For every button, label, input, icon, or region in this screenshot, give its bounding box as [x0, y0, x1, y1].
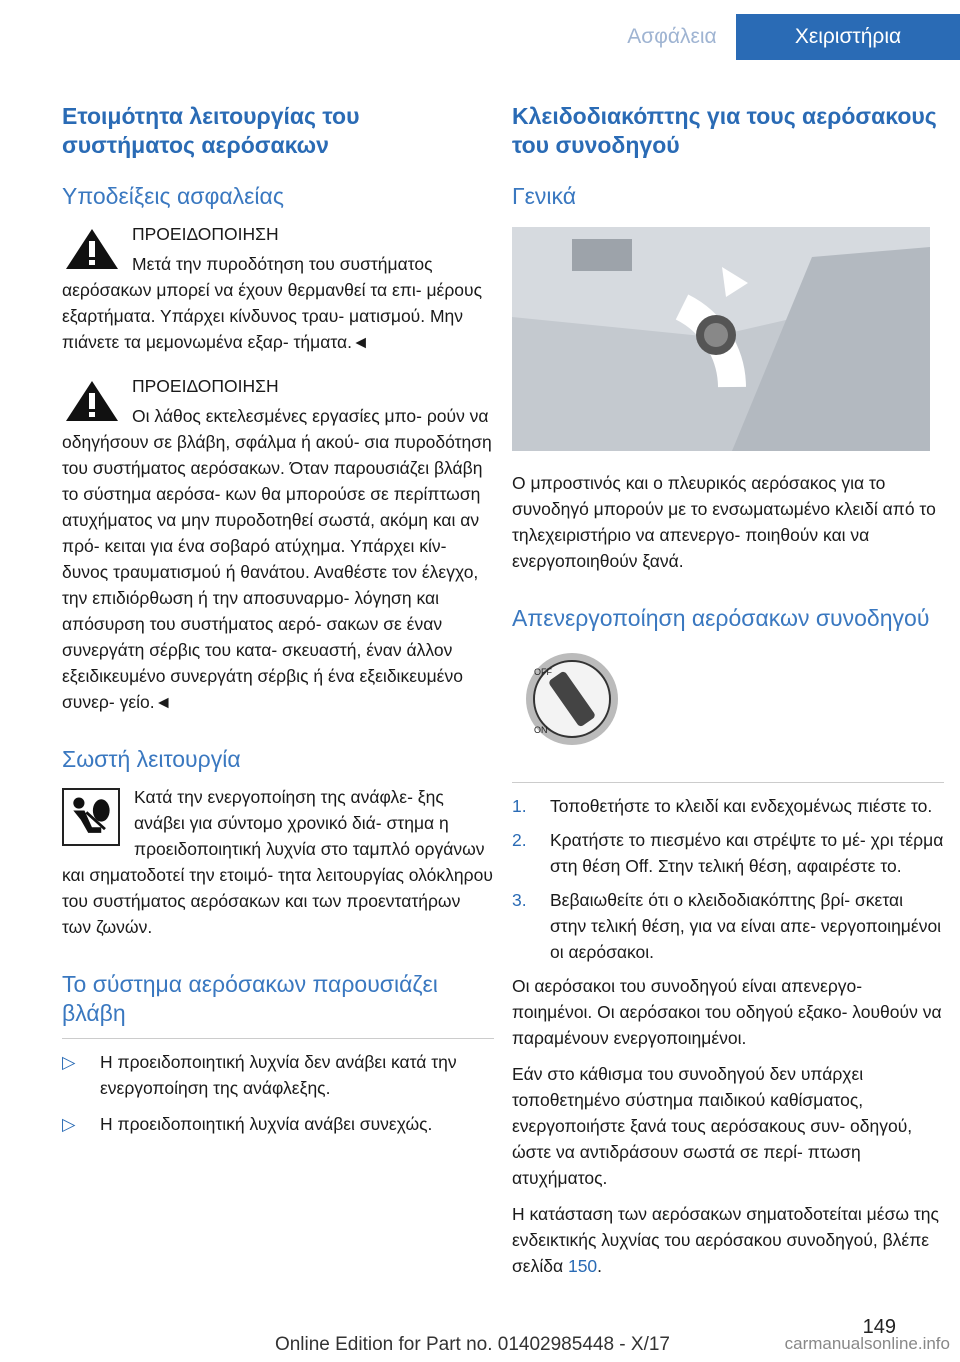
warning-block-2 [62, 373, 494, 715]
header-tab-safety[interactable]: Ασφάλεια [627, 25, 717, 48]
page-link[interactable]: 150 [567, 1256, 598, 1276]
left-column [62, 102, 494, 1147]
list-item: 2. Κρατήστε το πιεσμένο και στρέψτε το μέ- χρι τέρμα στη θέση Off. Στην τελική θέση, αφαιρέστε το. [512, 830, 944, 876]
warning-1-title: ΠΡΟΕΙΔΟΠΟΙΗΣΗ [132, 224, 279, 244]
warning-2-text: Οι λάθος εκτελεσμένες εργασίες μπο- ρούν να οδηγήσουν σε βλάβη, σφάλμα ή ακού- σια πυροδότηση του συστήματος αερόσακων. Όταν παρουσιάζει βλάβη το σύστημα αερόσα- κων θα μπορούσε σε περίπτωση ατυχήματος να μην πυροδοτηθεί σωστά, ακόμη και αν πρό- κειται για ένα σοβαρό ατύχημα. Υπάρχει κίν- δυνος τραυματισμού ή θανάτου. Αναθέστε τον έλεγχο, την επιδιόρθωση ή την αποσυναρμο- λόγηση και απόσυρση του συστήματος αερό- σακων σε έναν συνεργάτη σέρβις του κατα- σκευαστή, έναν άλλον εξειδικευμένο συνεργάτη σέρβις ή ένα εξειδικευμένο συνερ- γείο.◄ [62, 406, 492, 712]
triangle-bullet-icon: ▷ [62, 1052, 76, 1072]
correct-function-block [62, 784, 494, 940]
header-tab-controls[interactable]: Χειριστήρια [736, 14, 960, 60]
watermark: carmanualsonline.info [784, 1334, 950, 1353]
warning-block-1 [62, 221, 494, 355]
divider [62, 1038, 494, 1039]
warning-triangle-icon [62, 225, 122, 273]
knob-label-on: ON [534, 725, 548, 735]
list-item: 1. Τοποθετήστε το κλειδί και ενδεχομένως πιέστε το. [512, 796, 933, 816]
airbag-warning-icon [62, 788, 120, 846]
list-item: ▷ Η προειδοποιητική λυχνία ανάβει συνεχώς. [62, 1111, 494, 1137]
subheading-safety-notes: Υποδείξεις ασφαλείας [62, 183, 284, 209]
warning-triangle-icon [62, 377, 122, 425]
divider [512, 782, 944, 783]
subheading-correct-function: Σωστή λειτουργία [62, 746, 241, 772]
list-item: 3. Βεβαιωθείτε ότι ο κλειδοδιακόπτης βρί- σκεται στην τελική θέση, για να είναι απε- νεργοποιημένοι οι αερόσακοι. [512, 890, 942, 962]
dashboard-photo [512, 227, 930, 451]
subheading-general: Γενικά [512, 183, 577, 209]
right-column [512, 102, 944, 1279]
section-heading-key-switch: Κλειδοδιακόπτης για τους αερόσακους του συνοδηγού [512, 103, 937, 158]
subheading-deactivate: Απενεργοποίηση αερόσακων συνοδηγού [512, 605, 930, 631]
paragraph-3: Η κατάσταση των αερόσακων σηματοδοτείται μέσω της ενδεικτικής λυχνίας του αερόσακου συνοδηγού, βλέπε σελίδα 150. [512, 1204, 939, 1276]
steps-list [512, 793, 944, 965]
paragraph-2: Εάν στο κάθισμα του συνοδηγού δεν υπάρχει τοποθετημένο σύστημα παιδικού καθίσματος, ενεργοποιήστε ξανά τους αερόσακους συν- οδηγού, ώστε να αντιδράσουν σωστά σε περί- πτωση ατυχήματος. [512, 1064, 913, 1188]
general-text: Ο μπροστινός και ο πλευρικός αερόσακος για το συνοδηγό μπορούν με το ενσωματωμένο κλειδί από το τηλεχειριστήριο να απενεργο- ποιηθούν και να ενεργοποιηθούν ξανά. [512, 473, 936, 571]
section-heading-airbag-readiness: Ετοιμότητα λειτουργίας του συστήματος αερόσακων [62, 103, 360, 158]
key-switch-icon [512, 649, 632, 749]
correct-function-text: Κατά την ενεργοποίηση της ανάφλε- ξης ανάβει για σύντομο χρονικό διά- στημα η προειδοποιητική λυχνία στο ταμπλό οργάνων και σηματοδοτεί την ετοιμό- τητα λειτουργίας ολόκληρου του συστήματος αερόσακων και των προεντατήρων των ζωνών. [62, 787, 493, 937]
fault-list [62, 1049, 494, 1137]
edition-footer: Online Edition for Part no. 01402985448 - X/17 [274, 1334, 670, 1355]
list-item: ▷ Η προειδοποιητική λυχνία δεν ανάβει κατά την ενεργοποίηση της ανάφλεξης. [62, 1049, 494, 1101]
triangle-bullet-icon: ▷ [62, 1114, 76, 1134]
paragraph-1: Οι αερόσακοι του συνοδηγού είναι απενεργο- ποιημένοι. Οι αερόσακοι του οδηγού εξακο- λουθούν να παραμένουν ενεργοποιημένοι. [512, 976, 942, 1048]
warning-1-text: Μετά την πυροδότηση του συστήματος αερόσακων μπορεί να έχουν θερμανθεί τα επι- μέρους εξαρτήματα. Υπάρχει κίνδυνος τραυ- ματισμού. Μην πιάνετε τα μεμονωμένα εξαρ- τήματα.◄ [62, 254, 483, 352]
knob-label-off: OFF [534, 667, 552, 677]
subheading-airbag-fault: Το σύστημα αερόσακων παρουσιάζει βλάβη [62, 971, 438, 1026]
warning-2-title: ΠΡΟΕΙΔΟΠΟΙΗΣΗ [132, 376, 279, 396]
page-number: 149 [862, 1316, 896, 1338]
